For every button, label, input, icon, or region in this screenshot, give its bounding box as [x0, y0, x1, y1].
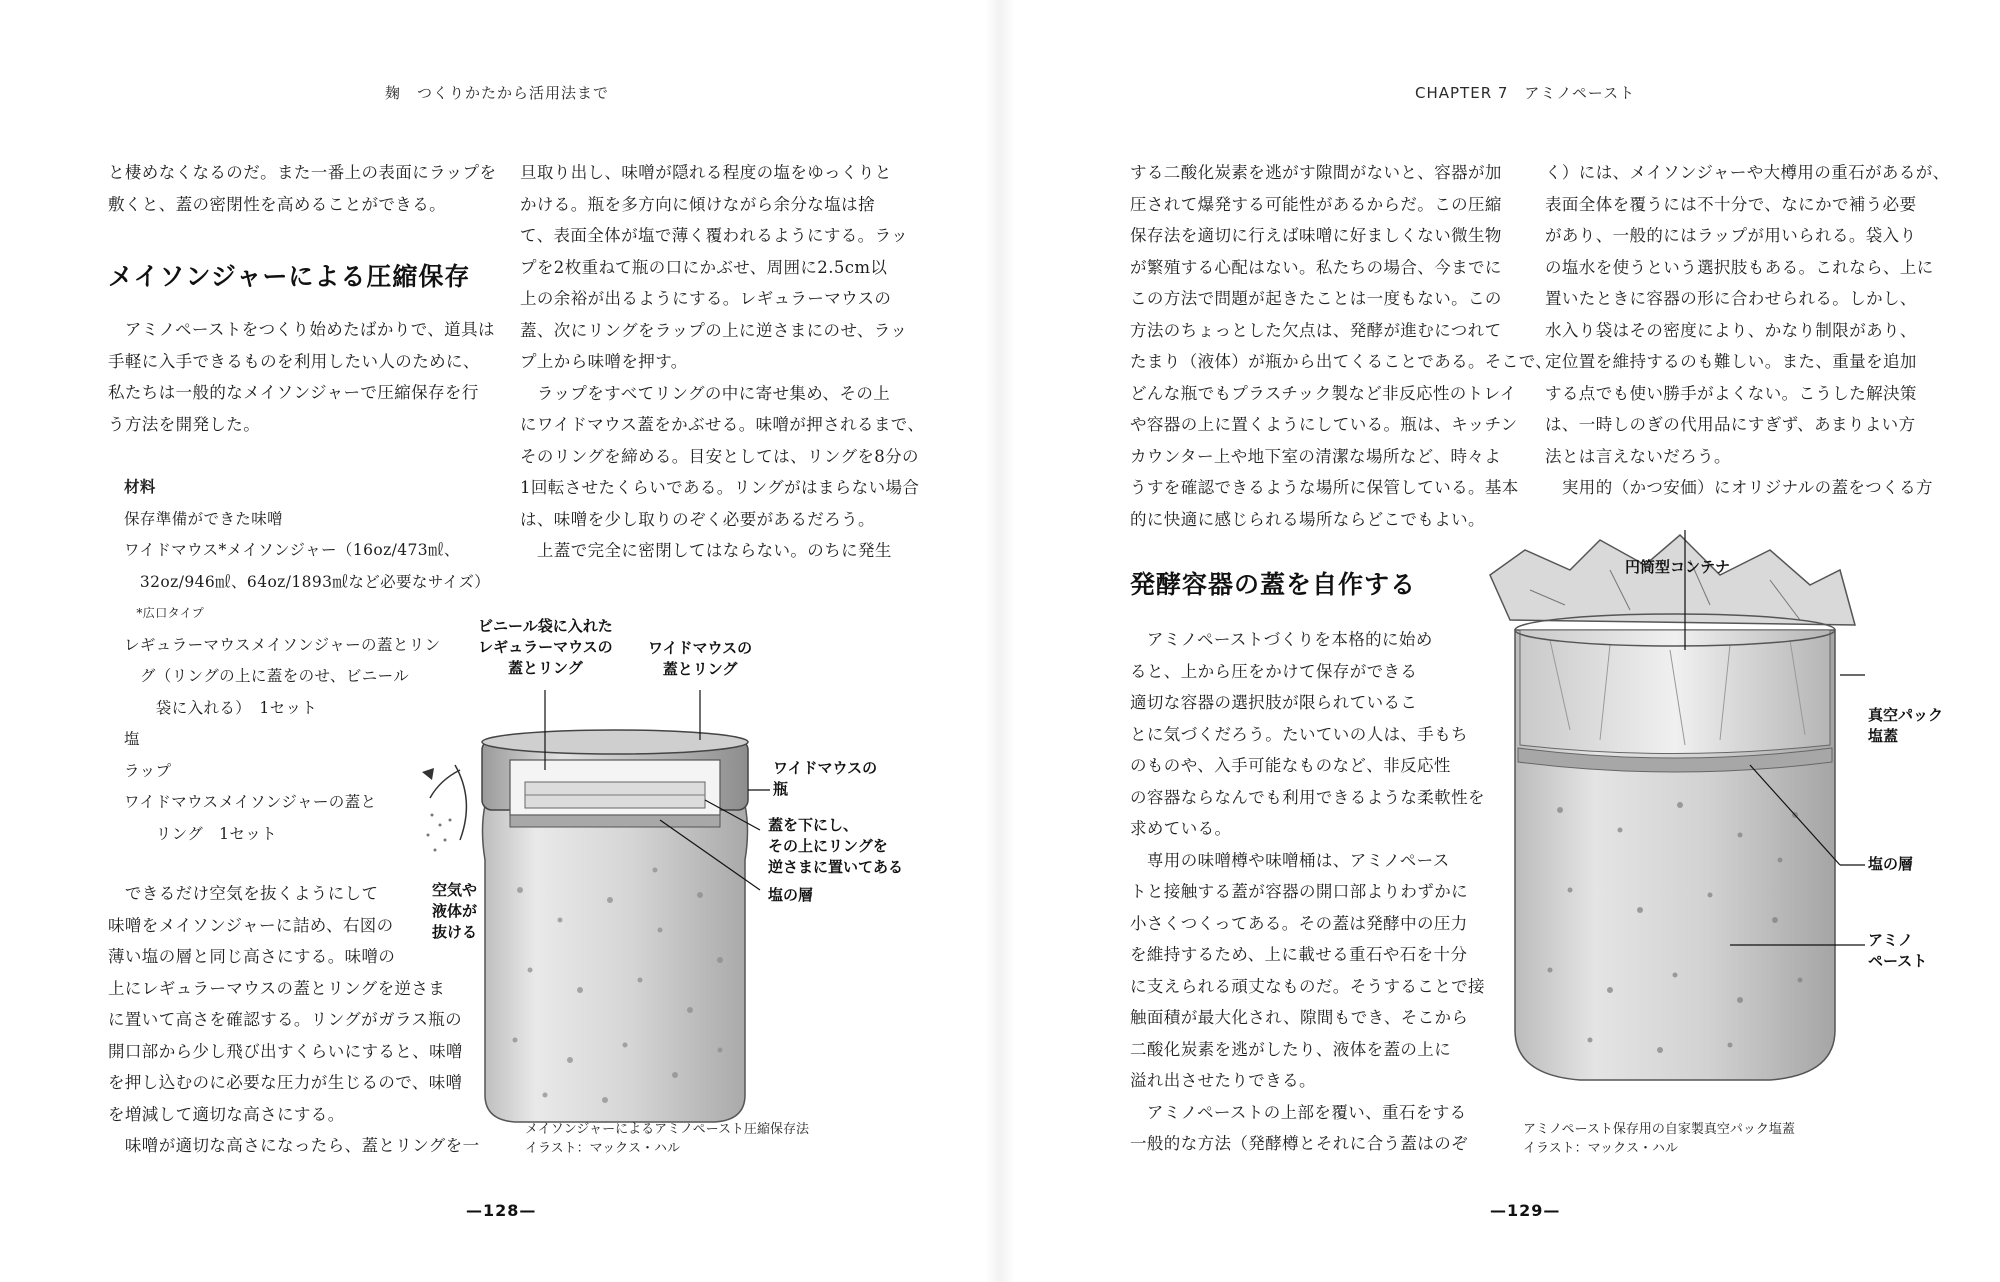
- text-line: 溢れ出させたりできる。: [1130, 1071, 1316, 1090]
- text-line: 薄い塩の層と同じ高さにする。味噌の: [108, 947, 396, 966]
- right-col1: [1130, 157, 1552, 535]
- label-line: 蓋を下にし、: [768, 816, 859, 834]
- text-line: 実用的（かつ安価）にオリジナルの蓋をつくる方: [1545, 478, 1933, 497]
- text-line: の塩水を使うという選択肢もある。これなら、上に: [1545, 257, 1934, 277]
- text-line: この方法で問題が起きたことは一度もない。この: [1130, 289, 1502, 308]
- material-item: リング 1セット: [124, 824, 278, 843]
- label-air-escape: [432, 880, 477, 943]
- label-salt-layer-right: [1868, 854, 1913, 875]
- text-line: 二酸化炭素を逃がしたり、液体を蓋の上に: [1130, 1039, 1452, 1059]
- container-illustration: [1470, 530, 1890, 1120]
- material-item: ワイドマウス*メイソンジャー（16oz/473㎖、: [124, 541, 460, 559]
- right-col2: [1545, 157, 1950, 504]
- text-line: とに気づくだろう。たいていの人は、手もち: [1130, 724, 1468, 744]
- text-line: たまり（液体）が瓶から出てくることである。そこで、: [1130, 352, 1553, 371]
- text-line: を増減して適切な高さにする。: [108, 1104, 345, 1124]
- label-line: ワイドマウスの: [773, 759, 878, 777]
- text-line: 1回転させたくらいである。リングがはまらない場合: [520, 478, 920, 497]
- text-line: 適切な容器の選択肢が限られているこ: [1130, 693, 1418, 712]
- text-line: 蓋、次にリングをラップの上に逆さまにのせ、ラッ: [520, 320, 908, 340]
- text-line: は、一時しのぎの代用品にすぎず、あまりよい方: [1545, 415, 1916, 434]
- material-item: 塩: [124, 730, 140, 748]
- running-head-left: 麹 つくりかたから活用法まで: [385, 84, 610, 102]
- text-line: にワイドマウス蓋をかぶせる。味噌が押されるまで、: [520, 415, 925, 434]
- text-line: の容器ならなんでも利用できるような柔軟性を: [1130, 787, 1485, 807]
- left-col1-intro: [108, 157, 496, 220]
- page-number-right: —129—: [1490, 1201, 1561, 1220]
- label-line: ワイドマウスの: [648, 639, 753, 657]
- text-line: う方法を開発した。: [108, 414, 261, 434]
- text-line: 味噌をメイソンジャーに詰め、右図の: [108, 915, 394, 935]
- caption-line: イラスト：マックス・ハル: [1523, 1141, 1678, 1156]
- label-line: レギュラーマウスの: [478, 638, 613, 656]
- left-col2: [520, 157, 924, 567]
- text-line: 味噌が適切な高さになったら、蓋とリングを一: [108, 1136, 480, 1155]
- material-item: グ（リングの上に蓋をのせ、ビニール: [124, 667, 410, 685]
- text-line: が繁殖する心配はない。私たちの場合、今までに: [1130, 257, 1502, 277]
- text-line: に支えられる頑丈なものだ。そうすることで接: [1130, 976, 1485, 996]
- section-heading-mason: メイソンジャーによる圧縮保存: [108, 262, 471, 291]
- text-line: や容器の上に置くようにしている。瓶は、キッチン: [1130, 415, 1518, 434]
- text-line: プ上から味噌を押す。: [520, 352, 688, 371]
- text-line: く）には、メイソンジャーや大樽用の重石があるが、: [1545, 163, 1950, 182]
- text-line: 求めている。: [1130, 819, 1232, 838]
- label-line: 円筒型コンテナ: [1625, 558, 1731, 576]
- text-line: 上にレギュラーマウスの蓋とリングを逆さま: [108, 978, 446, 998]
- label-line: 真空パック: [1868, 706, 1944, 724]
- label-vinyl-lid: [478, 616, 613, 679]
- text-line: のものや、入手可能なものなど、非反応性: [1130, 756, 1451, 775]
- text-line: 上の余裕が出るようにする。レギュラーマウスの: [520, 289, 892, 308]
- text-line: に置いて高さを確認する。リングがガラス瓶の: [108, 1010, 463, 1029]
- caption-left: [525, 1120, 809, 1158]
- caption-line: アミノペースト保存用の自家製真空パック塩蓋: [1523, 1122, 1795, 1137]
- text-line: そのリングを締める。目安としては、リングを8分の: [520, 446, 919, 466]
- right-page: [1000, 0, 2000, 1282]
- material-item: ラップ: [124, 761, 172, 780]
- label-wide-lid: [648, 638, 752, 680]
- label-line: 塩蓋: [1868, 727, 1899, 745]
- material-item: 保存準備ができた味噌: [124, 509, 284, 528]
- text-line: 置いたときに容器の形に合わせられる。しかし、: [1545, 289, 1917, 308]
- text-line: カウンター上や地下室の清潔な場所など、時々よ: [1130, 446, 1502, 466]
- text-line: 保存法を適切に行えば味噌に好ましくない微生物: [1130, 226, 1502, 245]
- text-line: 敷くと、蓋の密閉性を高めることができる。: [108, 194, 446, 214]
- text-line: 表面全体を覆うには不十分で、なにかで補う必要: [1545, 194, 1917, 214]
- text-line: を維持するため、上に載せる重石や石を十分: [1130, 945, 1468, 964]
- label-line: その上にリングを: [768, 837, 888, 855]
- text-line: ると、上から圧をかけて保存ができる: [1130, 661, 1418, 681]
- text-line: アミノペーストの上部を覆い、重石をする: [1130, 1102, 1467, 1122]
- label-amino-paste: [1868, 930, 1927, 972]
- text-line: プを2枚重ねて瓶の口にかぶせ、周囲に2.5cm以: [520, 257, 888, 277]
- text-line: 定位置を維持するのも難しい。また、重量を追加: [1545, 352, 1917, 371]
- text-line: を押し込むのに必要な圧力が生じるので、味噌: [108, 1073, 463, 1092]
- label-container: [1625, 557, 1730, 578]
- text-line: トと接触する蓋が容器の開口部よりわずかに: [1130, 882, 1468, 901]
- label-line: 空気や: [432, 881, 478, 899]
- caption-line: イラスト：マックス・ハル: [525, 1141, 680, 1156]
- label-line: 塩の層: [1868, 855, 1914, 873]
- text-line: 圧されて爆発する可能性があるからだ。この圧縮: [1130, 194, 1502, 214]
- text-line: アミノペーストをつくり始めたばかりで、道具は: [108, 320, 495, 339]
- label-line: 瓶: [773, 780, 789, 798]
- text-line: 水入り袋はその密度により、かなり制限があり、: [1545, 320, 1917, 340]
- material-item: 袋に入れる） 1セット: [124, 698, 318, 717]
- right-col1-bottom: [1130, 624, 1485, 1160]
- material-item: ワイドマウスメイソンジャーの蓋と: [124, 793, 377, 811]
- text-line: アミノペーストづくりを本格的に始め: [1130, 630, 1433, 649]
- text-line: 手軽に入手できるものを利用したい人のために、: [108, 351, 480, 371]
- text-line: 専用の味噌樽や味噌桶は、アミノペース: [1130, 850, 1450, 870]
- label-line: ペースト: [1868, 952, 1928, 970]
- text-line: する二酸化炭素を逃がす隙間がないと、容器が加: [1130, 163, 1502, 182]
- text-line: 的に快適に感じられる場所ならどこでもよい。: [1130, 509, 1485, 529]
- label-line: アミノ: [1868, 931, 1914, 949]
- text-line: 旦取り出し、味噌が隠れる程度の塩をゆっくりと: [520, 163, 892, 182]
- label-salt-layer-left: [768, 885, 813, 906]
- text-line: ラップをすべてリングの中に寄せ集め、その上: [520, 383, 891, 403]
- label-wide-jar: [773, 758, 877, 800]
- materials-title: 材料: [124, 478, 156, 496]
- text-line: 触面積が最大化され、隙間もでき、そこから: [1130, 1008, 1469, 1027]
- text-line: できるだけ空気を抜くようにして: [108, 884, 379, 903]
- caption-line: メイソンジャーによるアミノペースト圧縮保存法: [525, 1122, 809, 1137]
- text-line: 小さくつくってある。その蓋は発酵中の圧力: [1130, 913, 1468, 933]
- text-line: 私たちは一般的なメイソンジャーで圧縮保存を行: [108, 383, 479, 402]
- label-inverted-lid: [768, 815, 903, 878]
- text-line: 開口部から少し飛び出すくらいにすると、味噌: [108, 1041, 463, 1061]
- material-note: *広口タイプ: [124, 606, 205, 620]
- text-line: て、表面全体が塩で薄く覆われるようにする。ラッ: [520, 226, 909, 245]
- label-line: 逆さまに置いてある: [768, 858, 904, 876]
- text-line: は、味噌を少し取りのぞく必要があるだろう。: [520, 509, 875, 529]
- material-item: レギュラーマウスメイソンジャーの蓋とリン: [124, 635, 441, 654]
- text-line: があり、一般的にはラップが用いられる。袋入り: [1545, 226, 1917, 245]
- page-number-left: —128—: [466, 1201, 537, 1220]
- label-line: ビニール袋に入れた: [478, 617, 613, 635]
- label-vacuum-lid: [1868, 705, 1943, 747]
- text-line: どんな瓶でもプラスチック製など非反応性のトレイ: [1130, 383, 1517, 403]
- running-head-right: CHAPTER 7 アミノペースト: [1415, 84, 1636, 102]
- spray-dots: [427, 814, 452, 852]
- text-line: かける。瓶を多方向に傾けながら余分な塩は捨: [520, 194, 875, 214]
- text-line: する点でも使い勝手がよくない。こうした解決策: [1545, 383, 1917, 403]
- text-line: 一般的な方法（発酵樽とそれに合う蓋はのぞ: [1130, 1134, 1468, 1153]
- text-line: 方法のちょっとした欠点は、発酵が進むにつれて: [1130, 320, 1502, 340]
- label-line: 液体が: [432, 902, 478, 920]
- section-heading-lid: 発酵容器の蓋を自作する: [1130, 570, 1417, 599]
- text-line: 上蓋で完全に密閉してはならない。のちに発生: [520, 541, 892, 560]
- mason-jar-illustration: [420, 690, 820, 1140]
- text-line: 法とは言えないだろう。: [1545, 446, 1731, 466]
- left-col1-para: [108, 314, 495, 440]
- label-line: 塩の層: [768, 886, 814, 904]
- caption-right: [1523, 1120, 1795, 1158]
- label-line: 抜ける: [432, 923, 478, 941]
- label-line: 蓋とリング: [508, 659, 583, 677]
- text-line: うすを確認できるような場所に保管している。基本: [1130, 478, 1519, 497]
- text-line: と棲めなくなるのだ。また一番上の表面にラップを: [108, 163, 497, 182]
- label-line: 蓋とリング: [662, 660, 738, 678]
- material-item: 32oz/946㎖、64oz/1893㎖など必要なサイズ）: [124, 572, 491, 591]
